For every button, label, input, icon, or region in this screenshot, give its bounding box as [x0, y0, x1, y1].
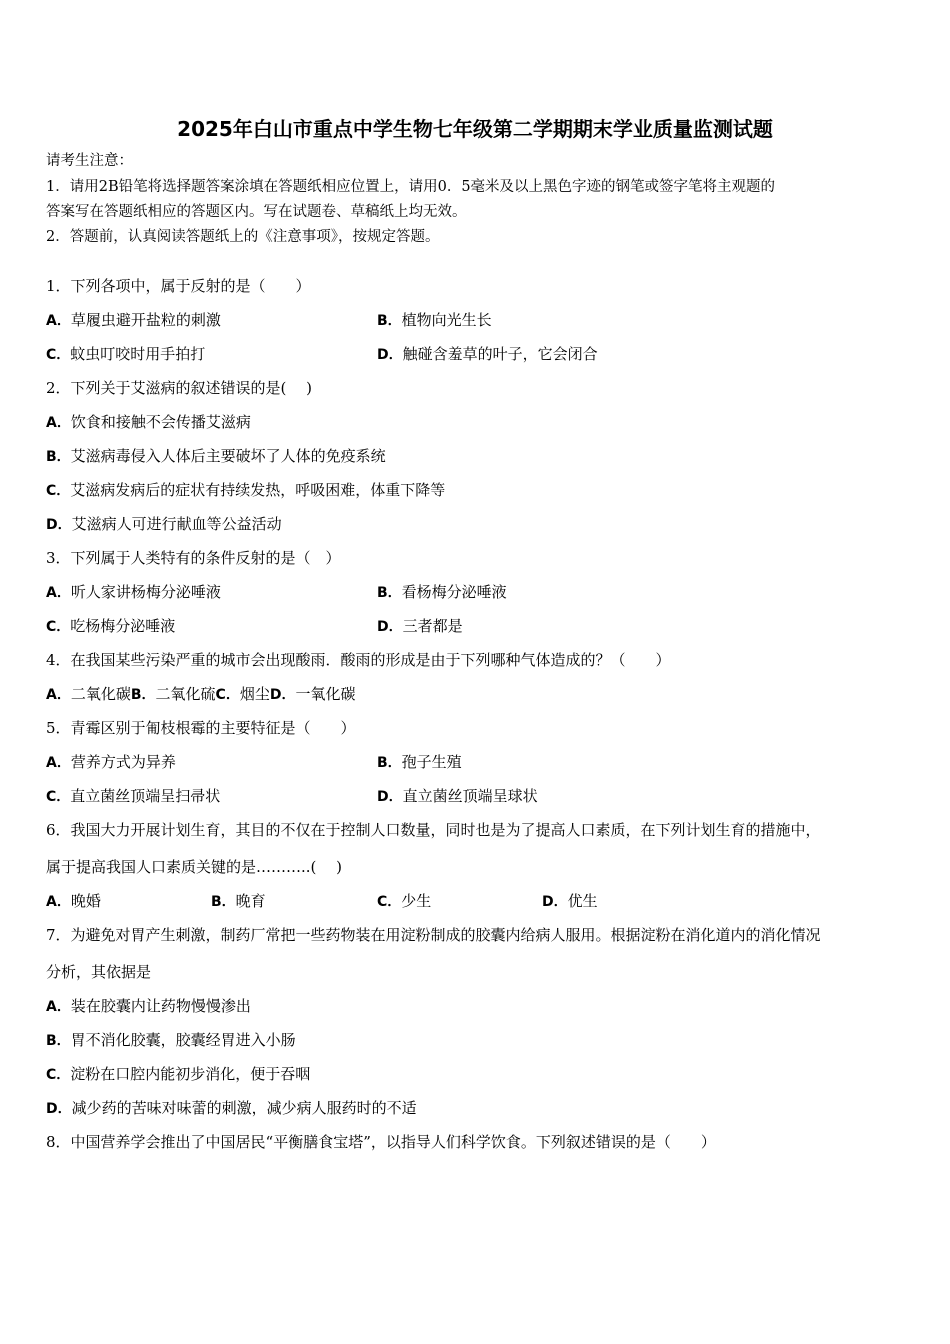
option-label: A．: [46, 585, 71, 601]
question-7-stem-line-1: 7．为避免对胃产生刺激，制药厂常把一些药物装在用淀粉制成的胶囊内给病人服用。根据淀粉在消化道内的消化情况: [46, 926, 821, 944]
option-text: 植物向光生长: [401, 311, 492, 329]
option-label: B．: [130, 687, 156, 703]
question-2-option-b: [46, 446, 386, 467]
question-5-option-d: [377, 786, 538, 807]
option-text: 看杨梅分泌唾液: [401, 583, 507, 601]
option-text: 晚育: [235, 892, 266, 910]
question-7-stem-line-2: 分析，其依据是: [46, 963, 152, 981]
option-text: 优生: [567, 892, 598, 910]
question-6-stem-line-2: 属于提高我国人口素质关键的是………..( ): [46, 858, 343, 876]
question-7-option-b: [46, 1030, 296, 1051]
notice-line-1a: 1．请用2B铅笔将选择题答案涂填在答题纸相应位置上，请用0．5毫米及以上黑色字迹的钢笔或签字笔将主观题的: [46, 179, 776, 195]
option-text: 胃不消化胶囊，胶囊经胃进入小肠: [70, 1031, 296, 1049]
option-label: B．: [377, 313, 402, 329]
option-label: C．: [46, 789, 71, 805]
question-1-option-a: [46, 310, 221, 331]
question-6-option-a: [46, 891, 101, 912]
option-label: A．: [46, 313, 71, 329]
option-label: D．: [377, 789, 403, 805]
question-4-stem: 4．在我国某些污染严重的城市会出现酸雨．酸雨的形成是由于下列哪种气体造成的？（ ）: [46, 651, 671, 669]
option-label: C．: [377, 894, 402, 910]
option-label: C．: [46, 483, 71, 499]
option-text: 孢子生殖: [401, 753, 462, 771]
question-1-option-d: [377, 344, 598, 365]
notice-line-2: 2．答题前，认真阅读答题纸上的《注意事项》，按规定答题。: [46, 229, 440, 245]
option-text: 艾滋病发病后的症状有持续发热，呼吸困难，体重下降等: [70, 481, 446, 499]
option-label: A．: [46, 755, 71, 771]
option-label: B．: [377, 585, 402, 601]
option-label: A．: [46, 687, 71, 703]
question-1-option-c: [46, 344, 205, 365]
option-text: 减少药的苦味对味蕾的刺激，减少病人服药时的不适: [71, 1099, 417, 1117]
option-text: 蚊虫叮咬时用手拍打: [70, 345, 206, 363]
option-text: 草履虫避开盐粒的刺激: [70, 311, 221, 329]
option-text: 三者都是: [402, 617, 463, 635]
option-text: 少生: [401, 892, 432, 910]
question-3-option-b: [377, 582, 507, 603]
option-text: 烟尘: [239, 685, 270, 703]
option-text: 晚婚: [70, 892, 101, 910]
question-6-option-c: [377, 891, 431, 912]
option-text: 淀粉在口腔内能初步消化，便于吞咽: [70, 1065, 311, 1083]
question-3-option-c: [46, 616, 175, 637]
option-label: C．: [46, 1067, 71, 1083]
option-text: 一氧化碳: [295, 685, 356, 703]
option-label: A．: [46, 999, 71, 1015]
option-label: C．: [46, 619, 71, 635]
page-title: 2025年白山市重点中学生物七年级第二学期期末学业质量监测试题: [177, 117, 773, 141]
option-text: 艾滋病人可进行献血等公益活动: [71, 515, 282, 533]
option-text: 听人家讲杨梅分泌唾液: [70, 583, 221, 601]
question-2-option-a: [46, 412, 251, 433]
question-7-option-d: [46, 1098, 417, 1119]
question-3-option-a: [46, 582, 221, 603]
option-label: B．: [46, 1033, 71, 1049]
option-label: D．: [46, 517, 72, 533]
question-5-option-a: [46, 752, 176, 773]
option-text: 二氧化碳: [70, 685, 131, 703]
question-5-option-c: [46, 786, 220, 807]
option-label: B．: [46, 449, 71, 465]
question-1-stem: 1．下列各项中，属于反射的是（ ）: [46, 277, 311, 295]
question-4-options: [46, 684, 355, 705]
question-6-option-d: [542, 891, 598, 912]
option-text: 二氧化硫: [155, 685, 216, 703]
option-text: 直立菌丝顶端呈球状: [402, 787, 538, 805]
question-6-stem-line-1: 6．我国大力开展计划生育，其目的不仅在于控制人口数量，同时也是为了提高人口素质，在下列计划生育的措施中，: [46, 821, 821, 839]
option-text: 吃杨梅分泌唾液: [70, 617, 176, 635]
question-2-stem: 2．下列关于艾滋病的叙述错误的是( ): [46, 379, 313, 397]
question-7-option-c: [46, 1064, 310, 1085]
question-2-option-c: [46, 480, 445, 501]
option-label: B．: [377, 755, 402, 771]
option-label: A．: [46, 894, 71, 910]
notice-heading: 请考生注意：: [46, 153, 133, 169]
notice-line-1b: 答案写在答题纸相应的答题区内。写在试题卷、草稿纸上均无效。: [46, 204, 467, 220]
option-label: D．: [46, 1101, 72, 1117]
option-text: 饮食和接触不会传播艾滋病: [70, 413, 251, 431]
option-text: 触碰含羞草的叶子，它会闭合: [402, 345, 598, 363]
option-label: D．: [269, 687, 296, 703]
question-7-option-a: [46, 996, 251, 1017]
option-text: 装在胶囊内让药物慢慢渗出: [70, 997, 251, 1015]
question-8-stem: 8．中国营养学会推出了中国居民“平衡膳食宝塔”，以指导人们科学饮食。下列叙述错误的是（ ）: [46, 1133, 716, 1151]
question-5-option-b: [377, 752, 462, 773]
option-label: C．: [46, 347, 71, 363]
option-text: 艾滋病毒侵入人体后主要破坏了人体的免疫系统: [70, 447, 386, 465]
question-5-stem: 5．青霉区别于匍枝根霉的主要特征是（ ）: [46, 719, 356, 737]
option-text: 营养方式为异养: [70, 753, 176, 771]
option-label: A．: [46, 415, 71, 431]
question-3-option-d: [377, 616, 463, 637]
option-label: D．: [377, 347, 403, 363]
option-text: 直立菌丝顶端呈扫帚状: [70, 787, 221, 805]
option-label: D．: [377, 619, 403, 635]
question-3-stem: 3．下列属于人类特有的条件反射的是（ ）: [46, 549, 341, 567]
option-label: D．: [542, 894, 568, 910]
question-2-option-d: [46, 514, 282, 535]
option-label: C．: [215, 687, 240, 703]
question-1-option-b: [377, 310, 492, 331]
question-6-option-b: [211, 891, 266, 912]
option-label: B．: [211, 894, 236, 910]
